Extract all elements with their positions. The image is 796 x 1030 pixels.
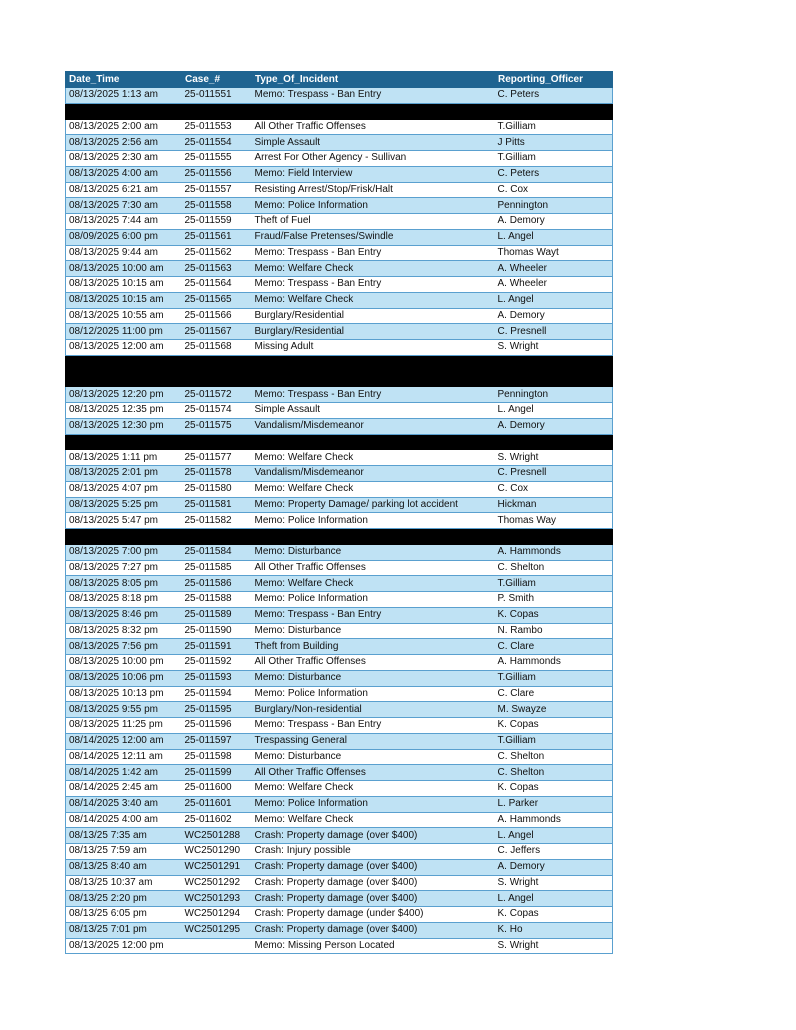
cell-type-of-incident: Simple Assault [252, 403, 495, 419]
cell-type-of-incident: Memo: Field Interview [252, 166, 495, 182]
cell-date-time: 08/13/2025 2:00 am [66, 119, 182, 135]
cell-type-of-incident: Memo: Welfare Check [252, 450, 495, 466]
cell-reporting-officer: T.Gilliam [495, 576, 613, 592]
cell-case-number: 25-011588 [182, 592, 252, 608]
cell-case-number: 25-011557 [182, 182, 252, 198]
cell-type-of-incident: Vandalism/Misdemeanor [252, 418, 495, 434]
cell-case-number: 25-011594 [182, 686, 252, 702]
cell-case-number: WC2501290 [182, 844, 252, 860]
table-row [66, 560, 613, 576]
table-row [66, 844, 613, 860]
cell-reporting-officer: Hickman [495, 497, 613, 513]
cell-case-number: 25-011575 [182, 418, 252, 434]
cell-case-number: 25-011565 [182, 292, 252, 308]
table-row [66, 88, 613, 104]
table-row [66, 938, 613, 954]
table-row [66, 812, 613, 828]
cell-type-of-incident: Memo: Disturbance [252, 670, 495, 686]
cell-reporting-officer: L. Angel [495, 292, 613, 308]
cell-reporting-officer: K. Copas [495, 907, 613, 923]
cell-date-time: 08/13/2025 4:07 pm [66, 481, 182, 497]
table-row [66, 733, 613, 749]
cell-reporting-officer: C. Shelton [495, 749, 613, 765]
table-row [66, 450, 613, 466]
cell-type-of-incident: Memo: Trespass - Ban Entry [252, 387, 495, 403]
cell-type-of-incident: All Other Traffic Offenses [252, 560, 495, 576]
cell-date-time: 08/13/2025 12:35 pm [66, 403, 182, 419]
cell-type-of-incident: Crash: Property damage (over $400) [252, 875, 495, 891]
table-row [66, 796, 613, 812]
redacted-row [66, 371, 613, 387]
cell-date-time: 08/13/2025 7:27 pm [66, 560, 182, 576]
cell-case-number [182, 938, 252, 954]
cell-reporting-officer: L. Parker [495, 796, 613, 812]
cell-case-number: 25-011591 [182, 639, 252, 655]
table-row [66, 702, 613, 718]
table-row [66, 875, 613, 891]
cell-type-of-incident: Memo: Welfare Check [252, 481, 495, 497]
cell-type-of-incident: Memo: Property Damage/ parking lot accident [252, 497, 495, 513]
cell-date-time: 08/13/2025 8:32 pm [66, 623, 182, 639]
cell-type-of-incident: Missing Adult [252, 340, 495, 356]
cell-reporting-officer: S. Wright [495, 938, 613, 954]
cell-type-of-incident: Memo: Trespass - Ban Entry [252, 245, 495, 261]
cell-type-of-incident: Vandalism/Misdemeanor [252, 466, 495, 482]
cell-case-number: 25-011551 [182, 88, 252, 104]
cell-case-number: 25-011558 [182, 198, 252, 214]
redacted-row [66, 434, 613, 450]
table-row [66, 182, 613, 198]
cell-reporting-officer: C. Peters [495, 88, 613, 104]
cell-type-of-incident: Memo: Welfare Check [252, 781, 495, 797]
cell-date-time: 08/13/2025 8:18 pm [66, 592, 182, 608]
cell-type-of-incident: Memo: Trespass - Ban Entry [252, 718, 495, 734]
table-row [66, 828, 613, 844]
cell-date-time: 08/13/2025 12:00 pm [66, 938, 182, 954]
cell-case-number: 25-011597 [182, 733, 252, 749]
header-row [66, 72, 613, 88]
redacted-row [66, 529, 613, 545]
cell-type-of-incident: Memo: Welfare Check [252, 261, 495, 277]
cell-date-time: 08/13/2025 10:15 am [66, 292, 182, 308]
cell-case-number: 25-011582 [182, 513, 252, 529]
cell-case-number: WC2501293 [182, 891, 252, 907]
cell-case-number: 25-011578 [182, 466, 252, 482]
cell-reporting-officer: T.Gilliam [495, 733, 613, 749]
cell-reporting-officer: Thomas Wayt [495, 245, 613, 261]
cell-type-of-incident: Simple Assault [252, 135, 495, 151]
table-row [66, 466, 613, 482]
cell-type-of-incident: Memo: Trespass - Ban Entry [252, 607, 495, 623]
table-header [66, 72, 613, 88]
cell-case-number: 25-011595 [182, 702, 252, 718]
redacted-row [66, 103, 613, 119]
table-row [66, 686, 613, 702]
cell-reporting-officer: K. Ho [495, 922, 613, 938]
table-row [66, 513, 613, 529]
cell-reporting-officer: C. Presnell [495, 466, 613, 482]
cell-type-of-incident: Memo: Welfare Check [252, 812, 495, 828]
table-row [66, 292, 613, 308]
table-row [66, 907, 613, 923]
cell-case-number: 25-011602 [182, 812, 252, 828]
table-row [66, 544, 613, 560]
table-row [66, 261, 613, 277]
cell-case-number: 25-011596 [182, 718, 252, 734]
cell-reporting-officer: K. Copas [495, 607, 613, 623]
table-body [66, 88, 613, 954]
cell-reporting-officer: P. Smith [495, 592, 613, 608]
table-row [66, 308, 613, 324]
cell-case-number: 25-011577 [182, 450, 252, 466]
cell-date-time: 08/13/2025 10:06 pm [66, 670, 182, 686]
cell-date-time: 08/14/2025 12:00 am [66, 733, 182, 749]
cell-case-number: WC2501291 [182, 859, 252, 875]
table-row [66, 198, 613, 214]
cell-reporting-officer: T.Gilliam [495, 119, 613, 135]
cell-reporting-officer: L. Angel [495, 403, 613, 419]
cell-case-number: WC2501295 [182, 922, 252, 938]
cell-reporting-officer: C. Shelton [495, 560, 613, 576]
cell-type-of-incident: Resisting Arrest/Stop/Frisk/Halt [252, 182, 495, 198]
table-row [66, 135, 613, 151]
cell-case-number: WC2501294 [182, 907, 252, 923]
cell-case-number: 25-011564 [182, 277, 252, 293]
cell-case-number: 25-011559 [182, 214, 252, 230]
cell-date-time: 08/13/2025 10:00 pm [66, 655, 182, 671]
cell-date-time: 08/13/2025 5:47 pm [66, 513, 182, 529]
cell-reporting-officer: L. Angel [495, 229, 613, 245]
cell-case-number: WC2501288 [182, 828, 252, 844]
cell-reporting-officer: C. Clare [495, 686, 613, 702]
cell-reporting-officer: S. Wright [495, 340, 613, 356]
cell-date-time: 08/13/2025 9:55 pm [66, 702, 182, 718]
cell-reporting-officer: C. Clare [495, 639, 613, 655]
cell-reporting-officer: Pennington [495, 387, 613, 403]
redaction-bar [66, 355, 613, 371]
table-row [66, 277, 613, 293]
cell-case-number: 25-011567 [182, 324, 252, 340]
cell-reporting-officer: A. Demory [495, 214, 613, 230]
cell-reporting-officer: C. Cox [495, 182, 613, 198]
cell-date-time: 08/13/2025 7:56 pm [66, 639, 182, 655]
cell-date-time: 08/13/2025 7:30 am [66, 198, 182, 214]
cell-date-time: 08/13/2025 12:00 am [66, 340, 182, 356]
table-row [66, 639, 613, 655]
cell-date-time: 08/13/2025 10:13 pm [66, 686, 182, 702]
cell-type-of-incident: Memo: Police Information [252, 513, 495, 529]
cell-date-time: 08/13/2025 8:05 pm [66, 576, 182, 592]
cell-case-number: 25-011593 [182, 670, 252, 686]
cell-case-number: 25-011572 [182, 387, 252, 403]
cell-case-number: 25-011566 [182, 308, 252, 324]
cell-date-time: 08/13/25 6:05 pm [66, 907, 182, 923]
cell-type-of-incident: Crash: Property damage (over $400) [252, 828, 495, 844]
table-row [66, 891, 613, 907]
redaction-bar [66, 434, 613, 450]
table-row [66, 749, 613, 765]
cell-type-of-incident: Fraud/False Pretenses/Swindle [252, 229, 495, 245]
cell-date-time: 08/13/25 7:59 am [66, 844, 182, 860]
cell-date-time: 08/14/2025 1:42 am [66, 765, 182, 781]
cell-date-time: 08/13/2025 2:01 pm [66, 466, 182, 482]
cell-case-number: 25-011574 [182, 403, 252, 419]
cell-type-of-incident: Memo: Trespass - Ban Entry [252, 277, 495, 293]
table-row [66, 387, 613, 403]
cell-case-number: 25-011598 [182, 749, 252, 765]
table-row [66, 655, 613, 671]
table-row [66, 324, 613, 340]
table-row [66, 166, 613, 182]
cell-case-number: 25-011554 [182, 135, 252, 151]
cell-date-time: 08/13/2025 6:21 am [66, 182, 182, 198]
header-reporting-officer: Reporting_Officer [495, 72, 613, 88]
cell-type-of-incident: Memo: Police Information [252, 796, 495, 812]
cell-date-time: 08/13/25 8:40 am [66, 859, 182, 875]
table-row [66, 497, 613, 513]
table-row [66, 214, 613, 230]
cell-reporting-officer: C. Cox [495, 481, 613, 497]
table-row [66, 670, 613, 686]
cell-case-number: 25-011589 [182, 607, 252, 623]
cell-reporting-officer: A. Wheeler [495, 261, 613, 277]
table-row [66, 245, 613, 261]
cell-type-of-incident: Burglary/Residential [252, 324, 495, 340]
cell-date-time: 08/13/2025 9:44 am [66, 245, 182, 261]
cell-type-of-incident: All Other Traffic Offenses [252, 655, 495, 671]
cell-case-number: 25-011586 [182, 576, 252, 592]
table-row [66, 403, 613, 419]
cell-reporting-officer: A. Hammonds [495, 544, 613, 560]
cell-reporting-officer: S. Wright [495, 450, 613, 466]
cell-case-number: 25-011555 [182, 151, 252, 167]
cell-reporting-officer: A. Demory [495, 418, 613, 434]
cell-case-number: 25-011580 [182, 481, 252, 497]
cell-case-number: 25-011601 [182, 796, 252, 812]
cell-reporting-officer: Pennington [495, 198, 613, 214]
cell-case-number: 25-011553 [182, 119, 252, 135]
cell-type-of-incident: Memo: Welfare Check [252, 292, 495, 308]
cell-date-time: 08/13/2025 1:11 pm [66, 450, 182, 466]
cell-type-of-incident: Memo: Disturbance [252, 544, 495, 560]
table-row [66, 623, 613, 639]
cell-case-number: 25-011584 [182, 544, 252, 560]
cell-date-time: 08/13/2025 2:30 am [66, 151, 182, 167]
cell-reporting-officer: A. Hammonds [495, 655, 613, 671]
cell-date-time: 08/13/25 10:37 am [66, 875, 182, 891]
incident-log-table [65, 71, 613, 954]
cell-reporting-officer: L. Angel [495, 891, 613, 907]
cell-date-time: 08/09/2025 6:00 pm [66, 229, 182, 245]
cell-date-time: 08/13/2025 7:00 pm [66, 544, 182, 560]
cell-type-of-incident: Memo: Police Information [252, 686, 495, 702]
cell-date-time: 08/13/25 2:20 pm [66, 891, 182, 907]
cell-case-number: 25-011563 [182, 261, 252, 277]
cell-reporting-officer: T.Gilliam [495, 670, 613, 686]
cell-case-number: 25-011568 [182, 340, 252, 356]
cell-reporting-officer: K. Copas [495, 718, 613, 734]
table-row [66, 781, 613, 797]
cell-type-of-incident: All Other Traffic Offenses [252, 119, 495, 135]
cell-date-time: 08/13/2025 10:55 am [66, 308, 182, 324]
cell-reporting-officer: A. Demory [495, 859, 613, 875]
table-row [66, 119, 613, 135]
cell-date-time: 08/13/25 7:35 am [66, 828, 182, 844]
cell-reporting-officer: S. Wright [495, 875, 613, 891]
redaction-bar [66, 371, 613, 387]
redaction-bar [66, 103, 613, 119]
cell-case-number: 25-011581 [182, 497, 252, 513]
cell-date-time: 08/14/2025 4:00 am [66, 812, 182, 828]
cell-reporting-officer: K. Copas [495, 781, 613, 797]
cell-date-time: 08/13/25 7:01 pm [66, 922, 182, 938]
cell-type-of-incident: Memo: Disturbance [252, 749, 495, 765]
header-case-number: Case_# [182, 72, 252, 88]
table-row [66, 607, 613, 623]
cell-reporting-officer: C. Shelton [495, 765, 613, 781]
cell-reporting-officer: C. Peters [495, 166, 613, 182]
cell-type-of-incident: Crash: Property damage (over $400) [252, 859, 495, 875]
cell-type-of-incident: Memo: Welfare Check [252, 576, 495, 592]
cell-type-of-incident: Crash: Property damage (over $400) [252, 891, 495, 907]
cell-type-of-incident: Crash: Property damage (under $400) [252, 907, 495, 923]
cell-date-time: 08/14/2025 2:45 am [66, 781, 182, 797]
table-row [66, 418, 613, 434]
table-row [66, 576, 613, 592]
cell-type-of-incident: Theft of Fuel [252, 214, 495, 230]
cell-reporting-officer: M. Swayze [495, 702, 613, 718]
cell-type-of-incident: Crash: Injury possible [252, 844, 495, 860]
cell-reporting-officer: L. Angel [495, 828, 613, 844]
cell-date-time: 08/13/2025 12:30 pm [66, 418, 182, 434]
cell-type-of-incident: Trespassing General [252, 733, 495, 749]
cell-case-number: 25-011585 [182, 560, 252, 576]
cell-reporting-officer: C. Presnell [495, 324, 613, 340]
cell-type-of-incident: Memo: Missing Person Located [252, 938, 495, 954]
cell-type-of-incident: Memo: Trespass - Ban Entry [252, 88, 495, 104]
cell-date-time: 08/14/2025 3:40 am [66, 796, 182, 812]
cell-type-of-incident: Crash: Property damage (over $400) [252, 922, 495, 938]
table-row [66, 229, 613, 245]
table-row [66, 151, 613, 167]
cell-case-number: 25-011562 [182, 245, 252, 261]
cell-reporting-officer: N. Rambo [495, 623, 613, 639]
cell-case-number: 25-011600 [182, 781, 252, 797]
cell-reporting-officer: J Pitts [495, 135, 613, 151]
cell-case-number: WC2501292 [182, 875, 252, 891]
table-row [66, 481, 613, 497]
cell-reporting-officer: A. Wheeler [495, 277, 613, 293]
table-row [66, 922, 613, 938]
cell-type-of-incident: All Other Traffic Offenses [252, 765, 495, 781]
cell-date-time: 08/13/2025 8:46 pm [66, 607, 182, 623]
cell-type-of-incident: Arrest For Other Agency - Sullivan [252, 151, 495, 167]
cell-date-time: 08/13/2025 10:00 am [66, 261, 182, 277]
cell-reporting-officer: A. Hammonds [495, 812, 613, 828]
cell-type-of-incident: Memo: Disturbance [252, 623, 495, 639]
table-row [66, 718, 613, 734]
cell-date-time: 08/13/2025 2:56 am [66, 135, 182, 151]
redaction-bar [66, 529, 613, 545]
cell-date-time: 08/13/2025 10:15 am [66, 277, 182, 293]
table-row [66, 340, 613, 356]
table-row [66, 592, 613, 608]
cell-type-of-incident: Memo: Police Information [252, 198, 495, 214]
header-date-time: Date_Time [66, 72, 182, 88]
cell-type-of-incident: Theft from Building [252, 639, 495, 655]
cell-type-of-incident: Burglary/Non-residential [252, 702, 495, 718]
cell-date-time: 08/13/2025 5:25 pm [66, 497, 182, 513]
table-row [66, 765, 613, 781]
cell-case-number: 25-011590 [182, 623, 252, 639]
cell-reporting-officer: Thomas Way [495, 513, 613, 529]
cell-date-time: 08/13/2025 12:20 pm [66, 387, 182, 403]
cell-date-time: 08/13/2025 11:25 pm [66, 718, 182, 734]
cell-date-time: 08/13/2025 7:44 am [66, 214, 182, 230]
cell-date-time: 08/14/2025 12:11 am [66, 749, 182, 765]
cell-reporting-officer: A. Demory [495, 308, 613, 324]
redacted-row [66, 355, 613, 371]
cell-reporting-officer: C. Jeffers [495, 844, 613, 860]
cell-reporting-officer: T.Gilliam [495, 151, 613, 167]
cell-type-of-incident: Memo: Police Information [252, 592, 495, 608]
cell-date-time: 08/12/2025 11:00 pm [66, 324, 182, 340]
cell-case-number: 25-011561 [182, 229, 252, 245]
cell-case-number: 25-011592 [182, 655, 252, 671]
cell-date-time: 08/13/2025 1:13 am [66, 88, 182, 104]
header-type-of-incident: Type_Of_Incident [252, 72, 495, 88]
cell-date-time: 08/13/2025 4:00 am [66, 166, 182, 182]
cell-type-of-incident: Burglary/Residential [252, 308, 495, 324]
cell-case-number: 25-011556 [182, 166, 252, 182]
cell-case-number: 25-011599 [182, 765, 252, 781]
table-row [66, 859, 613, 875]
